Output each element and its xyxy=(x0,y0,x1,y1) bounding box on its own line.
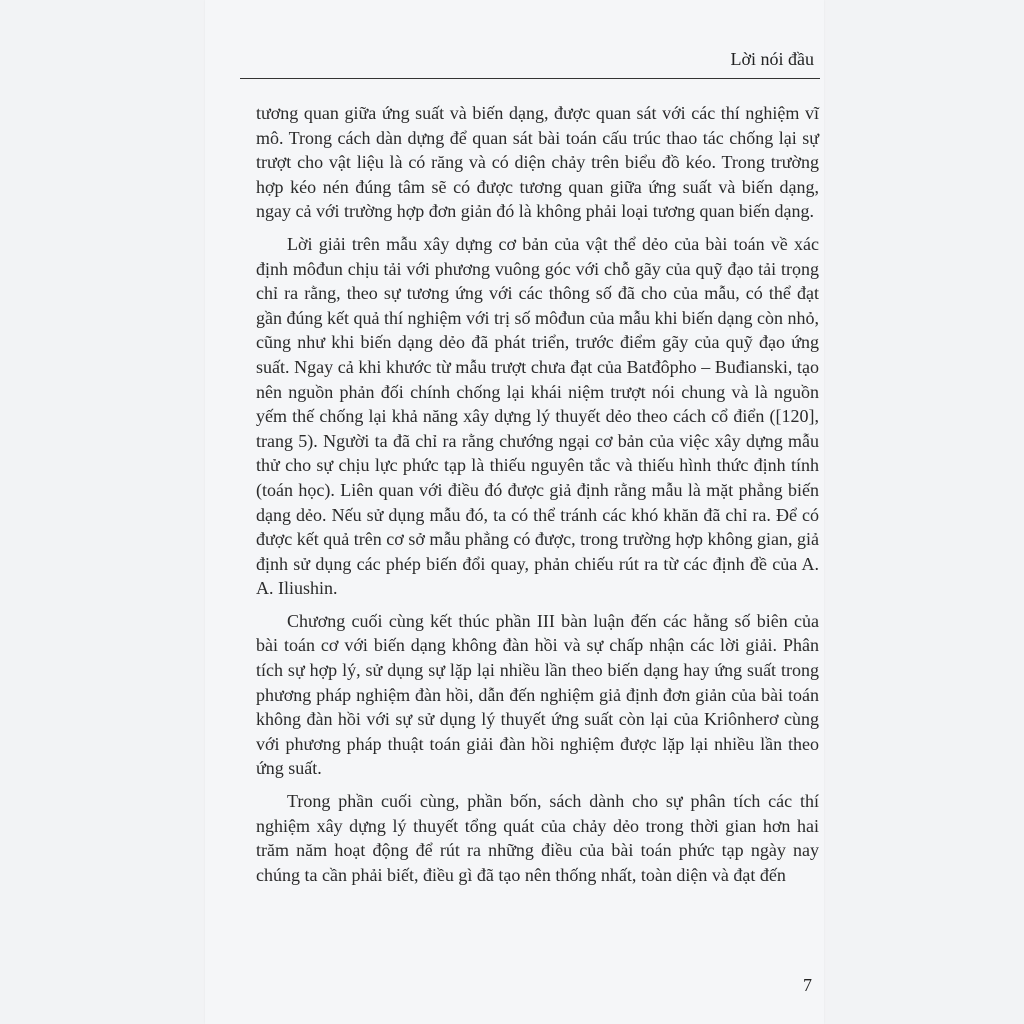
body-text xyxy=(256,101,819,895)
paragraph: Lời giải trên mẫu xây dựng cơ bản của vật thể dẻo của bài toán về xác định môđun chịu tải với phương vuông góc với chỗ gãy của quỹ đạo tải trọng chỉ ra rằng, theo sự tương ứng với các thông số đã cho của mẫu, có thể đạt gần đúng kết quả thí nghiệm với trị số môđun của mẫu khi biến dạng còn nhỏ, cũng như khi biến dạng dẻo đã phát triển, trước điểm gãy của quỹ đạo ứng suất. Ngay cả khi khước từ mẫu trượt chưa đạt của Batđôpho – Buđianski, tạo nên nguồn phản đối chính chống lại khái niệm trượt nói chung và là nguồn yếm thế chống lại khả năng xây dựng lý thuyết dẻo theo cách cổ điển ([120], trang 5). Người ta đã chỉ ra rằng chướng ngại cơ bản của việc xây dựng mẫu thử cho sự chịu lực phức tạp là thiếu nguyên tắc và thiếu hình thức định tính (toán học). Liên quan với điều đó được giả định rằng mẫu là mặt phẳng biến dạng dẻo. Nếu sử dụng mẫu đó, ta có thể tránh các khó khăn đã chỉ ra. Để có được kết quả trên cơ sở mẫu phẳng có được, trong trường hợp không gian, giả định sử dụng các phép biến đổi quay, phản chiếu rút ra từ các định đề của A. A. Iliushin. xyxy=(256,233,819,599)
page-header xyxy=(240,47,819,77)
running-title: Lời nói đầu xyxy=(730,49,814,69)
paragraph: Trong phần cuối cùng, phần bốn, sách dành cho sự phân tích các thí nghiệm xây dựng lý thuyết tổng quát của chảy dẻo trong thời gian hơn hai trăm năm hoạt động để rút ra những điều của bài toán phức tạp ngày nay chúng ta cần phải biết, điều gì đã tạo nên thống nhất, toàn diện và đạt đến xyxy=(256,791,819,885)
paragraph: tương quan giữa ứng suất và biến dạng, được quan sát với các thí nghiệm vĩ mô. Trong cách dàn dựng để quan sát bài toán cấu trúc thao tác chống lại sự trượt cho vật liệu là có răng và có diện chảy trên biểu đồ kéo. Trong trường hợp kéo nén đúng tâm sẽ có được tương quan giữa ứng suất và biến dạng, ngay cả với trường hợp đơn giản đó là không phải loại tương quan biến dạng. xyxy=(256,103,819,222)
page-number: 7 xyxy=(803,975,812,995)
header-rule xyxy=(240,78,820,79)
paragraph: Chương cuối cùng kết thúc phần III bàn luận đến các hằng số biên của bài toán cơ với biến dạng không đàn hồi và sự chấp nhận các lời giải. Phân tích sự hợp lý, sử dụng sự lặp lại nhiều lần theo biến dạng hay ứng suất trong phương pháp nghiệm đàn hồi, dẫn đến nghiệm giả định đơn giản của bài toán không đàn hồi với sự sử dụng lý thuyết ứng suất còn lại của Kriônherơ cùng với phương pháp thuật toán giải đàn hồi nghiệm được lặp lại nhiều lần theo ứng suất. xyxy=(256,610,819,779)
